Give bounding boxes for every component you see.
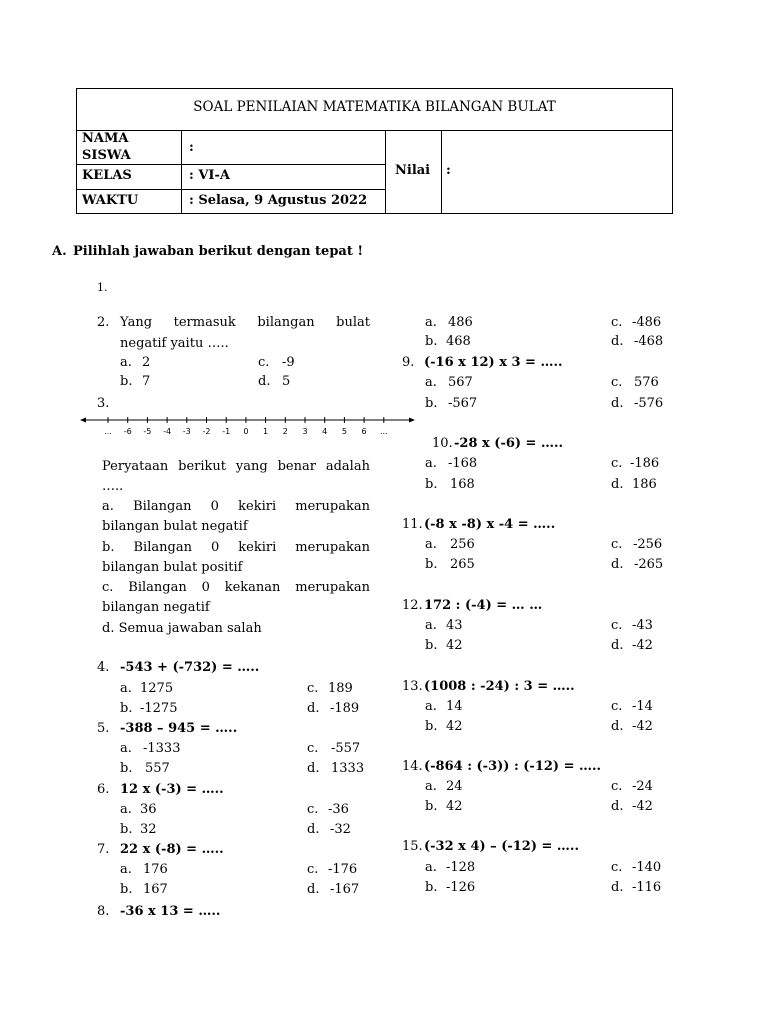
option-value: -189	[330, 701, 360, 716]
statement-option: bilangan negatif	[102, 600, 210, 615]
statement-text: Peryataan berikut yang benar adalah	[102, 459, 370, 474]
nilai-label: Nilai	[395, 163, 431, 178]
section-instruction: Pilihlah jawaban berikut dengan tepat !	[73, 244, 364, 259]
option-label: c.	[611, 315, 623, 330]
table-rule	[385, 130, 386, 214]
nama-label: NAMA	[82, 131, 129, 146]
option-value: 1275	[140, 681, 174, 696]
option-value: 14	[446, 699, 463, 714]
option-label: c.	[307, 741, 319, 756]
waktu-value: : Selasa, 9 Agustus 2022	[189, 193, 368, 208]
statement-option: bilangan bulat negatif	[102, 519, 248, 534]
option-value: 2	[142, 355, 151, 370]
option-value: -128	[446, 860, 476, 875]
option-value: 486	[448, 315, 473, 330]
option-label: c.	[307, 802, 319, 817]
option-value: 265	[450, 557, 475, 572]
option-label: b.	[425, 334, 438, 349]
option-value: -32	[330, 822, 351, 837]
question-number: 11.	[402, 517, 423, 532]
nama-label-2: SISWA	[82, 148, 131, 163]
option-value: -14	[632, 699, 653, 714]
statement-option: d. Semua jawaban salah	[102, 621, 262, 636]
option-value: -167	[330, 882, 360, 897]
option-label: c.	[611, 456, 623, 471]
option-label: d.	[307, 822, 320, 837]
option-value: -24	[632, 779, 653, 794]
option-label: b.	[425, 719, 438, 734]
question-text: -28 x (-6) = …..	[454, 436, 564, 451]
number-line-tick-label: ...	[104, 427, 112, 436]
option-label: b.	[120, 882, 133, 897]
question-number: 5.	[97, 721, 110, 736]
option-value: -567	[448, 396, 478, 411]
question-number: 1.	[97, 281, 108, 294]
option-label: d.	[611, 557, 624, 572]
option-value: -176	[328, 862, 358, 877]
option-value: 43	[446, 618, 463, 633]
number-line-tick-label: -1	[222, 427, 231, 436]
waktu-label: WAKTU	[82, 193, 139, 208]
option-label: b.	[425, 557, 438, 572]
table-rule	[77, 130, 672, 131]
option-value: 186	[632, 477, 657, 492]
question-number: 10.	[432, 436, 453, 451]
number-line-tick-label: 5	[341, 427, 347, 436]
option-value: -557	[331, 741, 361, 756]
question-text: (-32 x 4) – (-12) = …..	[424, 839, 579, 854]
kelas-value: : VI-A	[189, 168, 230, 183]
kelas-label: KELAS	[82, 168, 132, 183]
option-label: b.	[120, 822, 133, 837]
question-number: 7.	[97, 842, 110, 857]
option-value: -126	[446, 880, 476, 895]
option-value: -116	[632, 880, 662, 895]
option-value: -42	[632, 719, 653, 734]
number-line-tick-label: -2	[202, 427, 211, 436]
option-label: a.	[425, 779, 437, 794]
option-value: -576	[634, 396, 664, 411]
option-value: -468	[634, 334, 664, 349]
option-value: 32	[140, 822, 157, 837]
option-label: c.	[611, 699, 623, 714]
question-number: 15.	[402, 839, 423, 854]
question-number: 6.	[97, 782, 110, 797]
option-value: 168	[450, 477, 475, 492]
option-value: 24	[446, 779, 463, 794]
nilai-value: :	[446, 163, 451, 178]
option-value: -1333	[143, 741, 181, 756]
option-value: 5	[282, 374, 291, 389]
question-number: 3.	[97, 396, 110, 411]
option-value: -36	[328, 802, 349, 817]
section-letter: A.	[52, 244, 67, 259]
option-label: a.	[120, 802, 132, 817]
number-line-tick-label: 0	[243, 427, 249, 436]
option-label: d.	[611, 719, 624, 734]
option-label: a.	[425, 315, 437, 330]
question-text: negatif yaitu …..	[120, 336, 229, 351]
question-text: (-16 x 12) x 3 = …..	[424, 355, 563, 370]
statement-option: c. Bilangan 0 kekanan merupakan	[102, 580, 370, 595]
option-label: c.	[611, 860, 623, 875]
option-value: 1333	[331, 761, 365, 776]
table-rule	[77, 189, 385, 190]
option-label: a.	[120, 741, 132, 756]
option-value: 36	[140, 802, 157, 817]
option-value: 576	[634, 375, 659, 390]
statement-option: bilangan bulat positif	[102, 560, 243, 575]
statement-text: …..	[102, 479, 124, 494]
option-label: d.	[611, 396, 624, 411]
option-label: a.	[425, 537, 437, 552]
option-label: a.	[425, 699, 437, 714]
option-label: b.	[120, 374, 133, 389]
option-label: a.	[120, 862, 132, 877]
number-line-tick-label: 2	[282, 427, 288, 436]
option-value: 7	[142, 374, 151, 389]
number-line-tick-label: -4	[163, 427, 172, 436]
number-line-tick-label: 6	[361, 427, 367, 436]
option-label: b.	[425, 880, 438, 895]
option-value: 256	[450, 537, 475, 552]
option-value: -9	[282, 355, 295, 370]
number-line-tick-label: 4	[322, 427, 328, 436]
option-label: c.	[307, 862, 319, 877]
option-value: 42	[446, 719, 463, 734]
option-value: -256	[633, 537, 663, 552]
table-rule	[441, 130, 442, 214]
option-value: -168	[448, 456, 478, 471]
option-label: d.	[307, 761, 320, 776]
option-label: d.	[611, 638, 624, 653]
question-text: (1008 : -24) : 3 = …..	[424, 679, 575, 694]
table-rule	[77, 164, 385, 165]
option-value: 176	[143, 862, 168, 877]
option-label: a.	[120, 355, 132, 370]
option-label: d.	[258, 374, 271, 389]
number-line	[80, 408, 415, 442]
option-label: d.	[611, 880, 624, 895]
number-line-tick-label: 1	[263, 427, 269, 436]
option-label: d.	[307, 882, 320, 897]
option-value: -42	[632, 638, 653, 653]
option-label: a.	[425, 618, 437, 633]
arrow-left-icon	[80, 418, 86, 423]
option-value: 42	[446, 799, 463, 814]
option-label: b.	[425, 396, 438, 411]
option-value: 167	[143, 882, 168, 897]
option-label: b.	[120, 701, 133, 716]
arrow-right-icon	[409, 418, 415, 423]
option-label: a.	[425, 860, 437, 875]
question-number: 13.	[402, 679, 423, 694]
number-line-tick-label: -5	[143, 427, 152, 436]
option-label: a.	[120, 681, 132, 696]
question-number: 9.	[402, 355, 415, 370]
option-label: c.	[611, 618, 623, 633]
question-text: Yang termasuk bilangan bulat	[120, 315, 370, 330]
question-text: 172 : (-4) = … …	[424, 598, 543, 613]
option-label: d.	[307, 701, 320, 716]
nama-value: :	[189, 140, 194, 155]
question-text: (-864 : (-3)) : (-12) = …..	[424, 759, 602, 774]
number-line-tick-label: -3	[182, 427, 191, 436]
option-label: b.	[425, 477, 438, 492]
option-label: c.	[611, 375, 623, 390]
option-label: d.	[611, 477, 624, 492]
option-label: a.	[425, 375, 437, 390]
option-value: 189	[328, 681, 353, 696]
question-text: -543 + (-732) = …..	[120, 660, 260, 675]
option-value: 567	[448, 375, 473, 390]
option-label: d.	[611, 799, 624, 814]
question-number: 2.	[97, 315, 110, 330]
option-label: c.	[258, 355, 270, 370]
option-value: -1275	[140, 701, 178, 716]
question-number: 12.	[402, 598, 423, 613]
page-title: SOAL PENILAIAN MATEMATIKA BILANGAN BULAT	[193, 99, 556, 115]
option-label: d.	[611, 334, 624, 349]
number-line-tick-label: -6	[123, 427, 132, 436]
option-label: b.	[425, 638, 438, 653]
number-line-tick-label: 3	[302, 427, 308, 436]
number-line-tick-label: ...	[379, 427, 388, 436]
question-number: 14.	[402, 759, 423, 774]
option-label: b.	[425, 799, 438, 814]
option-label: c.	[611, 779, 623, 794]
statement-option: b. Bilangan 0 kekiri merupakan	[102, 540, 370, 555]
question-text: 12 x (-3) = …..	[120, 782, 224, 797]
question-text: (-8 x -8) x -4 = …..	[424, 517, 556, 532]
option-label: c.	[611, 537, 623, 552]
option-label: c.	[307, 681, 319, 696]
question-number: 4.	[97, 660, 110, 675]
option-value: 557	[145, 761, 170, 776]
option-value: -140	[632, 860, 662, 875]
statement-option: a. Bilangan 0 kekiri merupakan	[102, 499, 370, 514]
question-text: -36 x 13 = …..	[120, 904, 221, 919]
option-value: -486	[632, 315, 662, 330]
option-label: a.	[425, 456, 437, 471]
option-value: -186	[630, 456, 660, 471]
table-rule	[181, 130, 182, 214]
option-value: 42	[446, 638, 463, 653]
option-value: -265	[634, 557, 664, 572]
option-value: -42	[632, 799, 653, 814]
option-label: b.	[120, 761, 133, 776]
option-value: 468	[446, 334, 471, 349]
question-text: -388 – 945 = …..	[120, 721, 238, 736]
question-text: 22 x (-8) = …..	[120, 842, 224, 857]
question-number: 8.	[97, 904, 110, 919]
option-value: -43	[632, 618, 653, 633]
